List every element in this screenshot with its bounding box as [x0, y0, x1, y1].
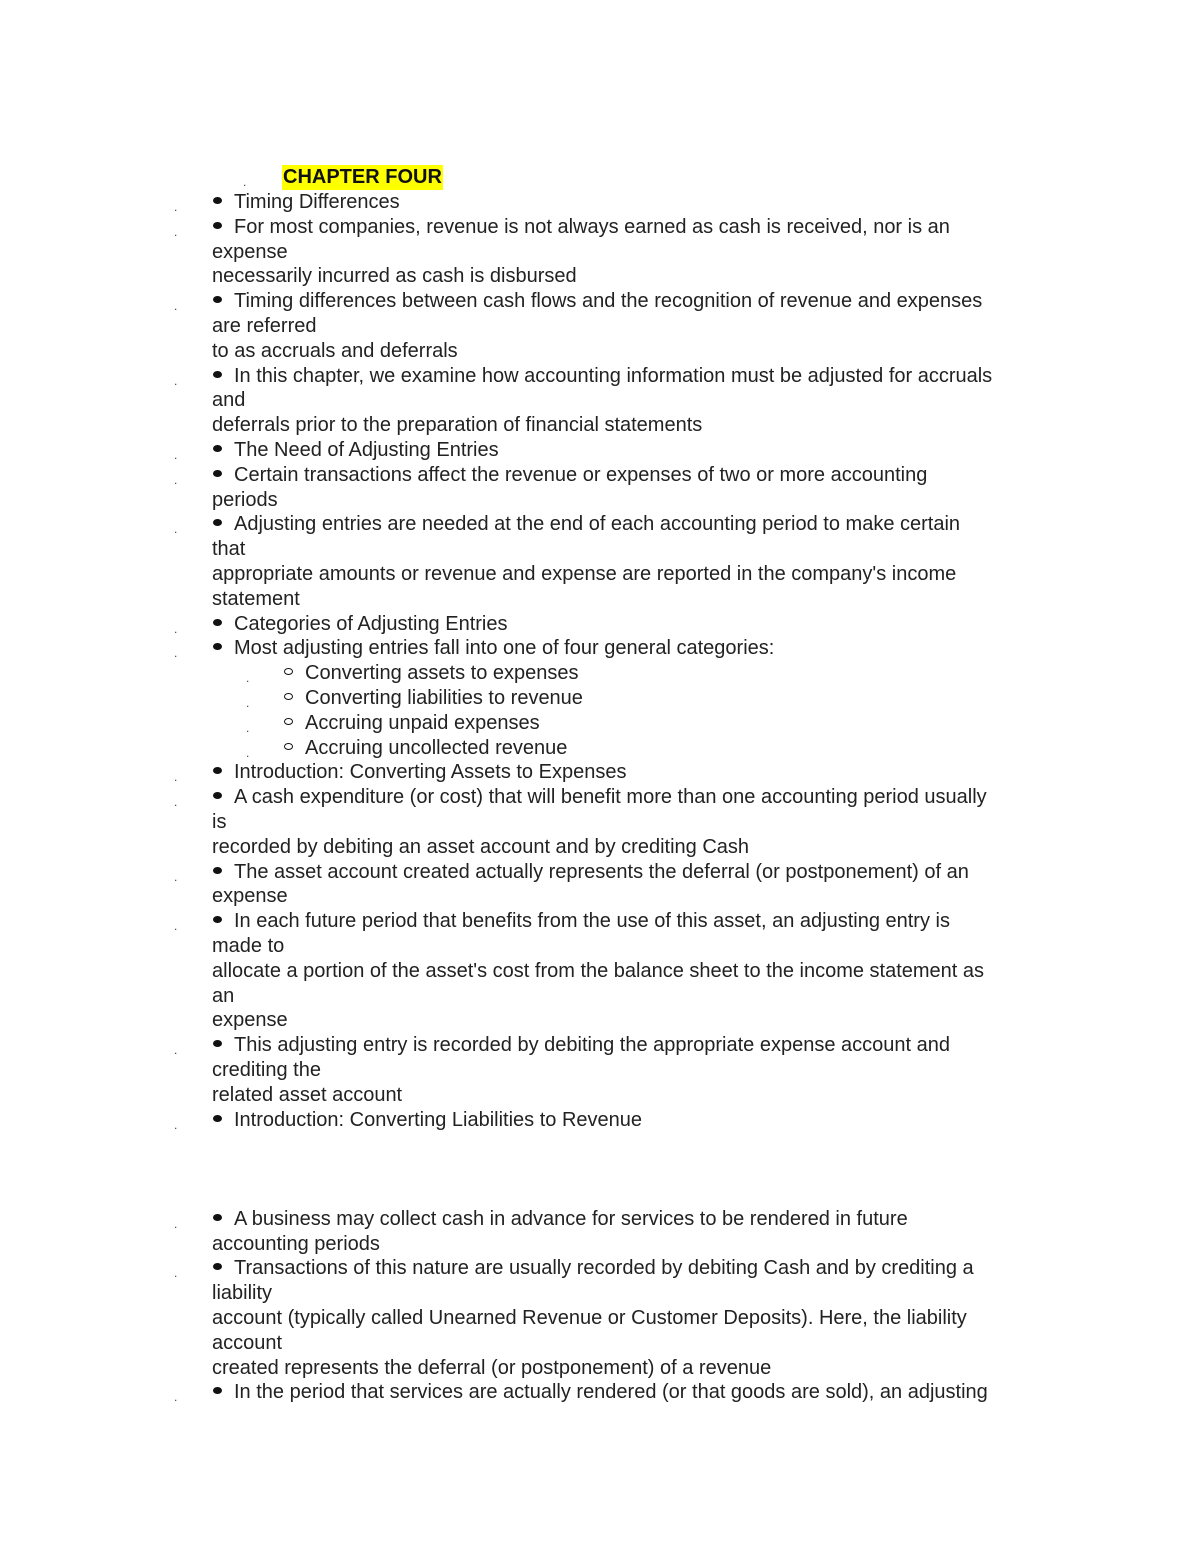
bullet-icon — [213, 643, 222, 650]
line-text: In the period that services are actually rendered (or that goods are sold), an adjusting — [234, 1381, 988, 1403]
line-text: deferrals prior to the preparation of financial statements — [212, 414, 703, 436]
line-text: that — [212, 538, 246, 560]
line-text: created represents the deferral (or postponement) of a revenue — [212, 1357, 772, 1379]
list-item — [0, 1207, 1200, 1232]
line-text: Timing Differences — [234, 191, 400, 213]
text-line-continued — [0, 884, 1200, 909]
chapter-title: CHAPTER FOUR — [283, 166, 442, 188]
line-text: recorded by debiting an asset account and by crediting Cash — [212, 836, 750, 858]
bullet-icon — [213, 1115, 222, 1122]
hollow-bullet-icon — [284, 668, 293, 675]
line-text: expense — [212, 1009, 288, 1031]
bullet-icon — [213, 371, 222, 378]
margin-mark: . — [174, 1043, 178, 1057]
bullet-icon — [213, 619, 222, 626]
sub-list-item — [0, 686, 1200, 711]
hollow-bullet-icon — [284, 693, 293, 700]
line-text: In this chapter, we examine how accounting information must be adjusted for accruals — [234, 365, 993, 387]
text-line-continued — [0, 1083, 1200, 1108]
line-text: expense — [212, 241, 288, 263]
line-text: A business may collect cash in advance for services to be rendered in future — [234, 1208, 908, 1230]
bullet-icon — [213, 1040, 222, 1047]
text-line-continued — [0, 488, 1200, 513]
hollow-bullet-icon — [284, 743, 293, 750]
bullet-icon — [213, 222, 222, 229]
line-text: The Need of Adjusting Entries — [234, 439, 499, 461]
text-line-continued — [0, 388, 1200, 413]
text-line-continued — [0, 1331, 1200, 1356]
list-item — [0, 190, 1200, 215]
bullet-icon — [213, 916, 222, 923]
line-text: Transactions of this nature are usually recorded by debiting Cash and by crediting a — [234, 1257, 974, 1279]
text-line-continued — [0, 264, 1200, 289]
hollow-bullet-icon — [284, 718, 293, 725]
text-line-continued — [0, 1008, 1200, 1033]
bullet-icon — [213, 445, 222, 452]
text-line-continued — [0, 1232, 1200, 1257]
line-text: crediting the — [212, 1059, 321, 1081]
bullet-icon — [213, 1387, 222, 1394]
line-text: related asset account — [212, 1084, 403, 1106]
text-line-continued — [0, 339, 1200, 364]
sub-list-item — [0, 711, 1200, 736]
margin-mark: . — [174, 374, 178, 388]
list-item — [0, 909, 1200, 934]
chapter-heading-line — [0, 165, 1200, 190]
list-item — [0, 636, 1200, 661]
margin-mark: . — [243, 175, 247, 189]
margin-mark: . — [246, 671, 250, 685]
list-item — [0, 860, 1200, 885]
line-text: The asset account created actually represents the deferral (or postponement) of an — [234, 861, 969, 883]
text-line-continued — [0, 810, 1200, 835]
line-text: Certain transactions affect the revenue or expenses of two or more accounting — [234, 464, 928, 486]
list-item — [0, 289, 1200, 314]
bullet-icon — [213, 296, 222, 303]
list-item — [0, 1033, 1200, 1058]
line-text: account (typically called Unearned Revenue or Customer Deposits). Here, the liability — [212, 1307, 967, 1329]
text-line-continued — [0, 413, 1200, 438]
line-text: liability — [212, 1282, 273, 1304]
bullet-icon — [213, 767, 222, 774]
text-line-continued — [0, 1356, 1200, 1381]
margin-mark: . — [174, 1266, 178, 1280]
margin-mark: . — [246, 746, 250, 760]
list-item — [0, 760, 1200, 785]
margin-mark: . — [174, 1118, 178, 1132]
bullet-icon — [213, 867, 222, 874]
text-line-continued — [0, 240, 1200, 265]
line-text: In each future period that benefits from the use of this asset, an adjusting entry is — [234, 910, 950, 932]
text-line-continued — [0, 1281, 1200, 1306]
text-line-continued — [0, 314, 1200, 339]
sub-list-item — [0, 661, 1200, 686]
line-text: Converting assets to expenses — [305, 662, 579, 684]
text-line-continued — [0, 587, 1200, 612]
line-text: Introduction: Converting Assets to Expenses — [234, 761, 627, 783]
line-text: Categories of Adjusting Entries — [234, 613, 508, 635]
line-text: Timing differences between cash flows and the recognition of revenue and expenses — [234, 290, 983, 312]
line-text: an — [212, 985, 235, 1007]
line-text: Adjusting entries are needed at the end of each accounting period to make certain — [234, 513, 961, 535]
margin-mark: . — [174, 448, 178, 462]
line-text: For most companies, revenue is not always earned as cash is received, nor is an — [234, 216, 950, 238]
bullet-icon — [213, 470, 222, 477]
text-line-continued — [0, 1306, 1200, 1331]
line-text: expense — [212, 885, 288, 907]
list-item — [0, 1108, 1200, 1133]
text-line-continued — [0, 835, 1200, 860]
line-text: Accruing unpaid expenses — [305, 712, 540, 734]
line-text: appropriate amounts or revenue and expense are reported in the company's income — [212, 563, 957, 585]
list-item — [0, 215, 1200, 240]
margin-mark: . — [174, 200, 178, 214]
margin-mark: . — [174, 622, 178, 636]
bullet-icon — [213, 197, 222, 204]
line-text: Introduction: Converting Liabilities to Revenue — [234, 1109, 643, 1131]
list-item — [0, 512, 1200, 537]
line-text: A cash expenditure (or cost) that will benefit more than one accounting period usually — [234, 786, 987, 808]
margin-mark: . — [246, 696, 250, 710]
line-text: and — [212, 389, 246, 411]
bullet-icon — [213, 1214, 222, 1221]
margin-mark: . — [174, 919, 178, 933]
list-item — [0, 1380, 1200, 1405]
line-text: allocate a portion of the asset's cost from the balance sheet to the income statement as — [212, 960, 985, 982]
text-line-continued — [0, 984, 1200, 1009]
margin-mark: . — [174, 770, 178, 784]
margin-mark: . — [174, 1217, 178, 1231]
margin-mark: . — [174, 522, 178, 536]
line-text: Most adjusting entries fall into one of four general categories: — [234, 637, 775, 659]
list-item — [0, 1256, 1200, 1281]
line-text: to as accruals and deferrals — [212, 340, 458, 362]
line-text: This adjusting entry is recorded by debiting the appropriate expense account and — [234, 1034, 951, 1056]
margin-mark: . — [174, 870, 178, 884]
margin-mark: . — [174, 473, 178, 487]
margin-mark: . — [174, 299, 178, 313]
text-line-continued — [0, 562, 1200, 587]
line-text: Accruing uncollected revenue — [305, 737, 568, 759]
list-item — [0, 612, 1200, 637]
margin-mark: . — [174, 1390, 178, 1404]
line-text: periods — [212, 489, 278, 511]
margin-mark: . — [246, 721, 250, 735]
text-line-continued — [0, 537, 1200, 562]
line-text: statement — [212, 588, 300, 610]
margin-mark: . — [174, 646, 178, 660]
bullet-icon — [213, 792, 222, 799]
text-line-continued — [0, 934, 1200, 959]
margin-mark: . — [174, 795, 178, 809]
line-text: are referred — [212, 315, 317, 337]
sub-list-item — [0, 736, 1200, 761]
margin-mark: . — [174, 225, 178, 239]
list-item — [0, 364, 1200, 389]
line-text: account — [212, 1332, 283, 1354]
line-text: necessarily incurred as cash is disbursed — [212, 265, 577, 287]
bullet-icon — [213, 519, 222, 526]
line-text: is — [212, 811, 227, 833]
list-item — [0, 438, 1200, 463]
text-line-continued — [0, 959, 1200, 984]
list-item — [0, 785, 1200, 810]
line-text: Converting liabilities to revenue — [305, 687, 583, 709]
line-text: made to — [212, 935, 285, 957]
bullet-icon — [213, 1263, 222, 1270]
list-item — [0, 463, 1200, 488]
line-text: accounting periods — [212, 1233, 380, 1255]
text-line-continued — [0, 1058, 1200, 1083]
